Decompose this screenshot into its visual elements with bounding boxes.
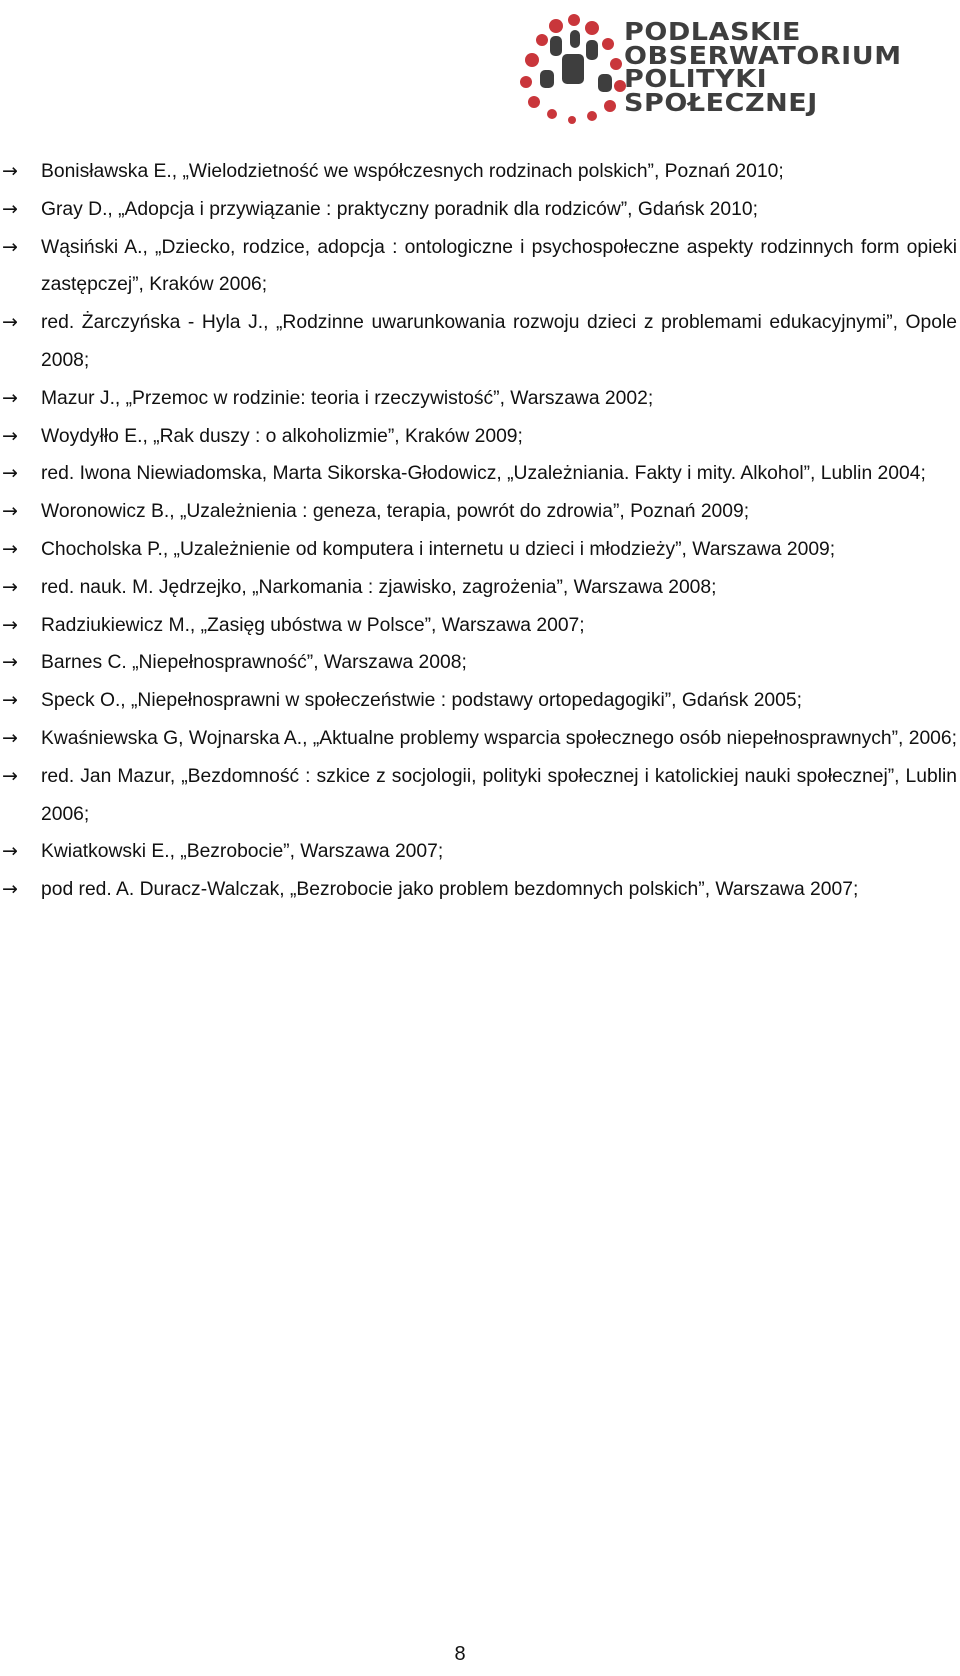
bibliography-entry-text: Radziukiewicz M., „Zasięg ubóstwa w Polsce”, Warszawa 2007; (41, 614, 585, 636)
bibliography-entry (0, 304, 960, 380)
bibliography-entry-text: Mazur J., „Przemoc w rodzinie: teoria i rzeczywistość”, Warszawa 2002; (41, 387, 654, 409)
bibliography-entry (0, 833, 960, 871)
bibliography-entry-text: Barnes C. „Niepełnosprawność”, Warszawa 2008; (41, 652, 467, 674)
logo-dot (610, 58, 622, 70)
bibliography-entry-text: Woronowicz B., „Uzależnienia : geneza, terapia, powrót do zdrowia”, Poznań 2009; (41, 501, 750, 523)
logo-dot (585, 21, 599, 35)
arrow-icon: → (2, 575, 18, 598)
logo-dot (602, 38, 614, 50)
arrow-icon: → (2, 500, 18, 523)
arrow-icon: → (2, 726, 18, 749)
bibliography-entry (0, 682, 960, 720)
arrow-icon: → (2, 462, 18, 485)
logo-dot (525, 53, 539, 67)
bibliography-entry (0, 758, 960, 834)
logo-dot (549, 19, 563, 33)
arrow-icon: → (2, 651, 18, 674)
bibliography-entry (0, 229, 960, 305)
logo-figure (550, 36, 562, 56)
bibliography-entry-text: red. nauk. M. Jędrzejko, „Narkomania : zjawisko, zagrożenia”, Warszawa 2008; (41, 576, 717, 598)
arrow-icon: → (2, 764, 18, 787)
bibliography-entry (0, 455, 960, 493)
logo-people-icon (512, 14, 640, 124)
arrow-icon: → (2, 689, 18, 712)
bibliography-entry (0, 493, 960, 531)
bibliography-entry-text: red. Jan Mazur, „Bezdomność : szkice z socjologii, polityki społecznej i katolickiej nauki społecznej”, Lublin 2006; (41, 765, 957, 825)
logo-line-3: POLITYKI (624, 64, 768, 93)
bibliography-entry (0, 380, 960, 418)
arrow-icon: → (2, 386, 18, 409)
bibliography-entry-text: Kwaśniewska G, Wojnarska A., „Aktualne problemy wsparcia społecznego osób niepełnosprawnych”, 2006; (41, 727, 957, 749)
bibliography-entry (0, 418, 960, 456)
arrow-icon: → (2, 840, 18, 863)
arrow-icon: → (2, 878, 18, 901)
bibliography-entry (0, 153, 960, 191)
logo-figure (562, 54, 584, 84)
bibliography-entry-text: Chocholska P., „Uzależnienie od komputera i internetu u dzieci i młodzieży”, Warszawa 2009; (41, 538, 836, 560)
bibliography-entry-text: Bonisławska E., „Wielodzietność we współczesnych rodzinach polskich”, Poznań 2010; (41, 161, 784, 182)
logo-line-4: SPOŁECZNEJ (624, 87, 818, 117)
bibliography-entry-text: Woydyłło E., „Rak duszy : o alkoholizmie”, Kraków 2009; (41, 425, 523, 447)
logo-line-1: PODLASKIE (624, 17, 801, 46)
logo-figure (570, 30, 580, 48)
logo-wordmark (624, 17, 902, 117)
arrow-icon: → (2, 424, 18, 447)
arrow-icon: → (2, 537, 18, 560)
bibliography-entry (0, 569, 960, 607)
logo-dot (536, 34, 548, 46)
arrow-icon: → (2, 197, 18, 220)
logo-dot (587, 111, 597, 121)
logo-figure (598, 74, 612, 92)
bibliography-entry-text: pod red. A. Duracz-Walczak, „Bezrobocie jako problem bezdomnych polskich”, Warszawa 2007; (41, 879, 859, 901)
arrow-icon: → (2, 235, 18, 258)
arrow-icon: → (2, 160, 18, 182)
bibliography-entry (0, 871, 960, 909)
logo-figure (586, 40, 598, 60)
logo-line-2: OBSERWATORIUM (624, 40, 902, 70)
bibliography-entry-text: Gray D., „Adopcja i przywiązanie : praktyczny poradnik dla rodziców”, Gdańsk 2010; (41, 198, 758, 220)
bibliography-list (0, 153, 960, 909)
page-number: 8 (454, 1643, 466, 1665)
logo-dot (568, 14, 580, 26)
arrow-icon: → (2, 311, 18, 334)
logo-dot (604, 100, 616, 112)
bibliography-entry (0, 531, 960, 569)
logo-dot (547, 109, 557, 119)
organization-logo (512, 14, 942, 124)
logo-dot (520, 76, 532, 88)
logo-dot (568, 116, 576, 124)
bibliography-entry-text: Wąsiński A., „Dziecko, rodzice, adopcja : ontologiczne i psychospołeczne aspekty rodzinnych form opieki zastępczej”, Kraków 2006; (41, 236, 957, 296)
bibliography-entry (0, 607, 960, 645)
logo-figure (540, 70, 554, 88)
bibliography-entry (0, 644, 960, 682)
bibliography-entry-text: Speck O., „Niepełnosprawni w społeczeństwie : podstawy ortopedagogiki”, Gdańsk 2005; (41, 690, 802, 712)
bibliography-entry-text: red. Iwona Niewiadomska, Marta Sikorska-Głodowicz, „Uzależniania. Fakty i mity. Alkohol”, Lublin 2004; (41, 463, 926, 485)
logo-dot (528, 96, 540, 108)
bibliography-entry (0, 191, 960, 229)
arrow-icon: → (2, 613, 18, 636)
bibliography-entry-text: Kwiatkowski E., „Bezrobocie”, Warszawa 2007; (41, 841, 444, 863)
bibliography-entry-text: red. Żarczyńska - Hyla J., „Rodzinne uwarunkowania rozwoju dzieci z problemami edukacyjnymi”, Opole 2008; (41, 312, 957, 371)
bibliography-entry (0, 720, 960, 758)
